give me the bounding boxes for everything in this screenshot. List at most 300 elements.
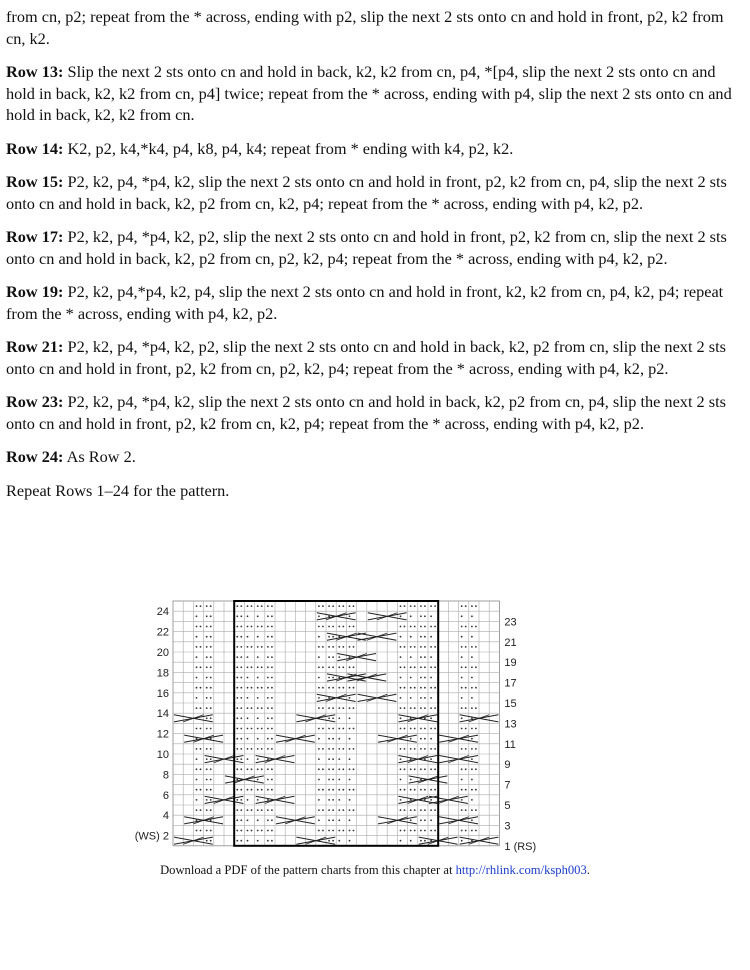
- purl-dot: [465, 687, 467, 689]
- purl-dot: [247, 666, 249, 668]
- purl-dot: [206, 799, 208, 801]
- purl-dot: [349, 738, 351, 740]
- purl-dot: [328, 646, 330, 648]
- row-number-label-right: 7: [504, 779, 511, 792]
- purl-dot: [332, 636, 334, 638]
- purl-dot: [267, 799, 269, 801]
- purl-dot: [271, 728, 273, 730]
- purl-dot: [210, 717, 212, 719]
- purl-dot: [420, 646, 422, 648]
- purl-dot: [236, 677, 238, 679]
- caption-text: Download a PDF of the pattern charts from this chapter at: [160, 863, 456, 877]
- purl-dot: [210, 819, 212, 821]
- purl-dot: [236, 789, 238, 791]
- purl-dot: [471, 656, 473, 658]
- purl-dot: [410, 717, 412, 719]
- purl-dot: [424, 656, 426, 658]
- purl-dot: [349, 819, 351, 821]
- purl-dot: [430, 830, 432, 832]
- purl-dot: [353, 830, 355, 832]
- purl-dot: [206, 717, 208, 719]
- purl-dot: [430, 758, 432, 760]
- purl-dot: [414, 707, 416, 709]
- purl-dot: [465, 646, 467, 648]
- purl-dot: [430, 636, 432, 638]
- purl-dot: [267, 830, 269, 832]
- purl-dot: [420, 779, 422, 781]
- purl-dot: [420, 768, 422, 770]
- purl-dot: [410, 677, 412, 679]
- purl-dot: [206, 615, 208, 617]
- purl-dot: [434, 707, 436, 709]
- purl-dot: [349, 697, 351, 699]
- purl-dot: [318, 738, 320, 740]
- purl-dot: [349, 799, 351, 801]
- purl-dot: [430, 799, 432, 801]
- purl-dot: [236, 717, 238, 719]
- purl-dot: [434, 687, 436, 689]
- purl-dot: [210, 779, 212, 781]
- purl-dot: [240, 768, 242, 770]
- purl-dot: [247, 840, 249, 842]
- purl-dot: [410, 666, 412, 668]
- purl-dot: [328, 626, 330, 628]
- purl-dot: [322, 748, 324, 750]
- purl-dot: [328, 605, 330, 607]
- row-label: Row 17:: [6, 227, 64, 246]
- purl-dot: [471, 728, 473, 730]
- row-number-label-left: 8: [162, 769, 169, 782]
- purl-dot: [410, 809, 412, 811]
- purl-dot: [420, 707, 422, 709]
- purl-dot: [261, 768, 263, 770]
- purl-dot: [200, 687, 202, 689]
- purl-dot: [206, 830, 208, 832]
- purl-dot: [236, 840, 238, 842]
- purl-dot: [267, 656, 269, 658]
- purl-dot: [410, 819, 412, 821]
- purl-dot: [257, 779, 259, 781]
- purl-dot: [196, 748, 198, 750]
- purl-dot: [318, 646, 320, 648]
- purl-dot: [342, 707, 344, 709]
- purl-dot: [322, 728, 324, 730]
- purl-dot: [267, 646, 269, 648]
- purl-dot: [251, 789, 253, 791]
- purl-dot: [271, 615, 273, 617]
- purl-dot: [475, 748, 477, 750]
- purl-dot: [271, 840, 273, 842]
- purl-dot: [400, 697, 402, 699]
- row-number-label-left: 10: [156, 749, 169, 761]
- purl-dot: [196, 830, 198, 832]
- purl-dot: [349, 840, 351, 842]
- purl-dot: [338, 809, 340, 811]
- purl-dot: [240, 615, 242, 617]
- purl-dot: [271, 626, 273, 628]
- purl-dot: [247, 809, 249, 811]
- purl-dot: [247, 677, 249, 679]
- purl-dot: [404, 830, 406, 832]
- purl-dot: [247, 789, 249, 791]
- purl-dot: [267, 707, 269, 709]
- purl-dot: [196, 626, 198, 628]
- purl-dot: [328, 656, 330, 658]
- row-number-label-right: 15: [504, 698, 517, 710]
- purl-dot: [322, 626, 324, 628]
- purl-dot: [430, 728, 432, 730]
- purl-dot: [400, 758, 402, 760]
- purl-dot: [236, 697, 238, 699]
- purl-dot: [430, 738, 432, 740]
- purl-dot: [332, 677, 334, 679]
- row-13-paragraph: [6, 61, 746, 126]
- purl-dot: [318, 809, 320, 811]
- purl-dot: [271, 768, 273, 770]
- purl-dot: [400, 707, 402, 709]
- purl-dot: [430, 697, 432, 699]
- purl-dot: [261, 646, 263, 648]
- purl-dot: [257, 646, 259, 648]
- purl-dot: [206, 636, 208, 638]
- purl-dot: [257, 677, 259, 679]
- purl-dot: [338, 789, 340, 791]
- purl-dot: [236, 615, 238, 617]
- purl-dot: [461, 728, 463, 730]
- purl-dot: [349, 717, 351, 719]
- purl-dot: [247, 656, 249, 658]
- purl-dot: [338, 819, 340, 821]
- purl-dot: [328, 717, 330, 719]
- purl-dot: [461, 768, 463, 770]
- purl-dot: [420, 666, 422, 668]
- purl-dot: [236, 799, 238, 801]
- purl-dot: [471, 626, 473, 628]
- purl-dot: [206, 666, 208, 668]
- purl-dot: [475, 707, 477, 709]
- purl-dot: [400, 666, 402, 668]
- purl-dot: [430, 809, 432, 811]
- purl-dot: [267, 697, 269, 699]
- purl-dot: [420, 819, 422, 821]
- purl-dot: [410, 636, 412, 638]
- purl-dot: [430, 615, 432, 617]
- purl-dot: [400, 728, 402, 730]
- purl-dot: [210, 799, 212, 801]
- purl-dot: [400, 717, 402, 719]
- purl-dot: [471, 666, 473, 668]
- purl-dot: [322, 687, 324, 689]
- purl-dot: [318, 615, 320, 617]
- purl-dot: [420, 615, 422, 617]
- purl-dot: [196, 799, 198, 801]
- purl-dot: [322, 830, 324, 832]
- purl-dot: [236, 666, 238, 668]
- purl-dot: [240, 789, 242, 791]
- purl-dot: [322, 789, 324, 791]
- purl-dot: [267, 809, 269, 811]
- purl-dot: [247, 697, 249, 699]
- purl-dot: [257, 707, 259, 709]
- purl-dot: [414, 748, 416, 750]
- purl-dot: [342, 748, 344, 750]
- purl-dot: [410, 656, 412, 658]
- purl-dot: [338, 677, 340, 679]
- purl-dot: [271, 687, 273, 689]
- purl-dot: [424, 748, 426, 750]
- purl-dot: [400, 840, 402, 842]
- purl-dot: [424, 819, 426, 821]
- purl-dot: [257, 626, 259, 628]
- purl-dot: [318, 830, 320, 832]
- purl-dot: [332, 717, 334, 719]
- purl-dot: [210, 768, 212, 770]
- knitting-chart: [100, 596, 640, 854]
- purl-dot: [322, 605, 324, 607]
- purl-dot: [196, 789, 198, 791]
- purl-dot: [414, 728, 416, 730]
- purl-dot: [471, 830, 473, 832]
- purl-dot: [342, 646, 344, 648]
- purl-dot: [424, 768, 426, 770]
- purl-dot: [240, 636, 242, 638]
- purl-dot: [475, 666, 477, 668]
- purl-dot: [318, 819, 320, 821]
- purl-dot: [353, 707, 355, 709]
- purl-dot: [196, 656, 198, 658]
- purl-dot: [240, 799, 242, 801]
- purl-dot: [332, 830, 334, 832]
- purl-dot: [420, 840, 422, 842]
- purl-dot: [434, 748, 436, 750]
- purl-dot: [257, 717, 259, 719]
- purl-dot: [475, 809, 477, 811]
- purl-dot: [257, 605, 259, 607]
- purl-dot: [414, 809, 416, 811]
- purl-dot: [257, 636, 259, 638]
- purl-dot: [206, 697, 208, 699]
- row-number-label-right: 21: [504, 636, 517, 649]
- purl-dot: [247, 687, 249, 689]
- purl-dot: [430, 717, 432, 719]
- purl-dot: [404, 605, 406, 607]
- purl-dot: [349, 728, 351, 730]
- purl-dot: [271, 707, 273, 709]
- purl-dot: [430, 677, 432, 679]
- row-number-label-left: 24: [156, 606, 169, 619]
- purl-dot: [475, 646, 477, 648]
- purl-dot: [261, 728, 263, 730]
- row-14-paragraph: [6, 138, 746, 160]
- purl-dot: [461, 636, 463, 638]
- purl-dot: [257, 799, 259, 801]
- purl-dot: [247, 646, 249, 648]
- row-15-paragraph: [6, 171, 746, 214]
- purl-dot: [196, 738, 198, 740]
- purl-dot: [271, 636, 273, 638]
- purl-dot: [328, 687, 330, 689]
- purl-dot: [196, 636, 198, 638]
- row-text: P2, k2, p4, *p4, k2, slip the next 2 sts onto cn and hold in front, p2, k2 from cn, p4, slip the next 2 sts onto cn and hold in back, k2, p2 from cn, k2, p4; repeat from the * across, ending with p4, k2, p2.: [6, 172, 727, 213]
- purl-dot: [328, 677, 330, 679]
- purl-dot: [424, 677, 426, 679]
- purl-dot: [410, 799, 412, 801]
- purl-dot: [206, 809, 208, 811]
- purl-dot: [240, 748, 242, 750]
- purl-dot: [332, 840, 334, 842]
- purl-dot: [349, 656, 351, 658]
- purl-dot: [461, 779, 463, 781]
- purl-dot: [267, 636, 269, 638]
- purl-dot: [349, 748, 351, 750]
- purl-dot: [271, 738, 273, 740]
- purl-dot: [247, 768, 249, 770]
- purl-dot: [328, 830, 330, 832]
- purl-dot: [353, 809, 355, 811]
- row-text: P2, k2, p4, *p4, k2, slip the next 2 sts onto cn and hold in back, k2, p2 from cn, p4, slip the next 2 sts onto cn and hold in front, p2, k2 from cn, k2, p4; repeat from the * across, ending with p4, k2, p2.: [6, 392, 726, 433]
- document-page: [6, 0, 746, 501]
- purl-dot: [196, 666, 198, 668]
- purl-dot: [349, 809, 351, 811]
- purl-dot: [338, 738, 340, 740]
- purl-dot: [240, 819, 242, 821]
- purl-dot: [267, 626, 269, 628]
- purl-dot: [247, 758, 249, 760]
- purl-dot: [461, 666, 463, 668]
- purl-dot: [196, 605, 198, 607]
- purl-dot: [353, 748, 355, 750]
- purl-dot: [267, 840, 269, 842]
- row-17-paragraph: [6, 226, 746, 269]
- purl-dot: [430, 626, 432, 628]
- purl-dot: [410, 646, 412, 648]
- purl-dot: [332, 819, 334, 821]
- purl-dot: [332, 758, 334, 760]
- purl-dot: [210, 656, 212, 658]
- purl-dot: [471, 768, 473, 770]
- purl-dot: [353, 687, 355, 689]
- purl-dot: [465, 748, 467, 750]
- purl-dot: [206, 768, 208, 770]
- purl-dot: [240, 605, 242, 607]
- purl-dot: [236, 779, 238, 781]
- purl-dot: [461, 830, 463, 832]
- purl-dot: [400, 636, 402, 638]
- purl-dot: [200, 789, 202, 791]
- purl-dot: [267, 789, 269, 791]
- purl-dot: [471, 605, 473, 607]
- purl-dot: [196, 646, 198, 648]
- purl-dot: [475, 626, 477, 628]
- purl-dot: [475, 687, 477, 689]
- purl-dot: [200, 646, 202, 648]
- purl-dot: [328, 738, 330, 740]
- purl-dot: [257, 728, 259, 730]
- purl-dot: [210, 666, 212, 668]
- purl-dot: [328, 768, 330, 770]
- purl-dot: [471, 738, 473, 740]
- purl-dot: [465, 707, 467, 709]
- purl-dot: [257, 830, 259, 832]
- purl-dot: [342, 809, 344, 811]
- purl-dot: [257, 809, 259, 811]
- purl-dot: [318, 666, 320, 668]
- purl-dot: [196, 779, 198, 781]
- purl-dot: [322, 768, 324, 770]
- purl-dot: [328, 728, 330, 730]
- purl-dot: [247, 728, 249, 730]
- purl-dot: [200, 707, 202, 709]
- purl-dot: [318, 677, 320, 679]
- purl-dot: [251, 666, 253, 668]
- row-label: Row 24:: [6, 447, 64, 466]
- row-label: Row 15:: [6, 172, 64, 191]
- purl-dot: [271, 605, 273, 607]
- purl-dot: [236, 758, 238, 760]
- purl-dot: [257, 758, 259, 760]
- purl-dot: [400, 646, 402, 648]
- purl-dot: [410, 626, 412, 628]
- purl-dot: [404, 789, 406, 791]
- purl-dot: [461, 626, 463, 628]
- purl-dot: [196, 819, 198, 821]
- row-number-label-right: 5: [504, 800, 511, 812]
- purl-dot: [410, 615, 412, 617]
- purl-dot: [471, 819, 473, 821]
- purl-dot: [349, 758, 351, 760]
- intro-paragraph: from cn, p2; repeat from the * across, ending with p2, slip the next 2 sts onto cn and hold in front, p2, k2 from cn, k2.: [6, 7, 724, 48]
- purl-dot: [332, 799, 334, 801]
- purl-dot: [342, 830, 344, 832]
- row-text: P2, k2, p4, *p4, k2, p2, slip the next 2 sts onto cn and hold in front, p2, k2 from cn, slip the next 2 sts onto cn and hold in back, k2, p2 from cn, p2, k2, p4; repeat from the * across, ending with p4, k2, p2.: [6, 227, 727, 268]
- purl-dot: [210, 677, 212, 679]
- purl-dot: [410, 738, 412, 740]
- purl-dot: [465, 605, 467, 607]
- purl-dot: [271, 819, 273, 821]
- pdf-download-link[interactable]: http://rhlink.com/ksph003: [455, 863, 587, 877]
- purl-dot: [206, 677, 208, 679]
- purl-dot: [318, 768, 320, 770]
- purl-dot: [434, 605, 436, 607]
- purl-dot: [247, 707, 249, 709]
- purl-dot: [400, 799, 402, 801]
- purl-dot: [424, 799, 426, 801]
- purl-dot: [206, 605, 208, 607]
- purl-dot: [236, 768, 238, 770]
- purl-dot: [200, 768, 202, 770]
- purl-dot: [322, 707, 324, 709]
- purl-dot: [420, 605, 422, 607]
- purl-dot: [349, 615, 351, 617]
- purl-dot: [196, 615, 198, 617]
- purl-dot: [410, 748, 412, 750]
- purl-dot: [349, 768, 351, 770]
- purl-dot: [424, 840, 426, 842]
- purl-dot: [318, 758, 320, 760]
- purl-dot: [328, 779, 330, 781]
- purl-dot: [210, 789, 212, 791]
- purl-dot: [471, 809, 473, 811]
- purl-dot: [200, 605, 202, 607]
- purl-dot: [318, 728, 320, 730]
- purl-dot: [257, 687, 259, 689]
- row-label: Row 23:: [6, 392, 64, 411]
- purl-dot: [461, 697, 463, 699]
- purl-dot: [240, 738, 242, 740]
- purl-dot: [471, 636, 473, 638]
- purl-dot: [271, 677, 273, 679]
- row-text: Slip the next 2 sts onto cn and hold in back, k2, k2 from cn, p4, *[p4, slip the next 2 sts onto cn and hold in back, k2, k2 from cn, p4] twice; repeat from the * across, ending with p4, slip the next 2 sts onto cn and hold in back, k2, k2 from cn.: [6, 62, 732, 124]
